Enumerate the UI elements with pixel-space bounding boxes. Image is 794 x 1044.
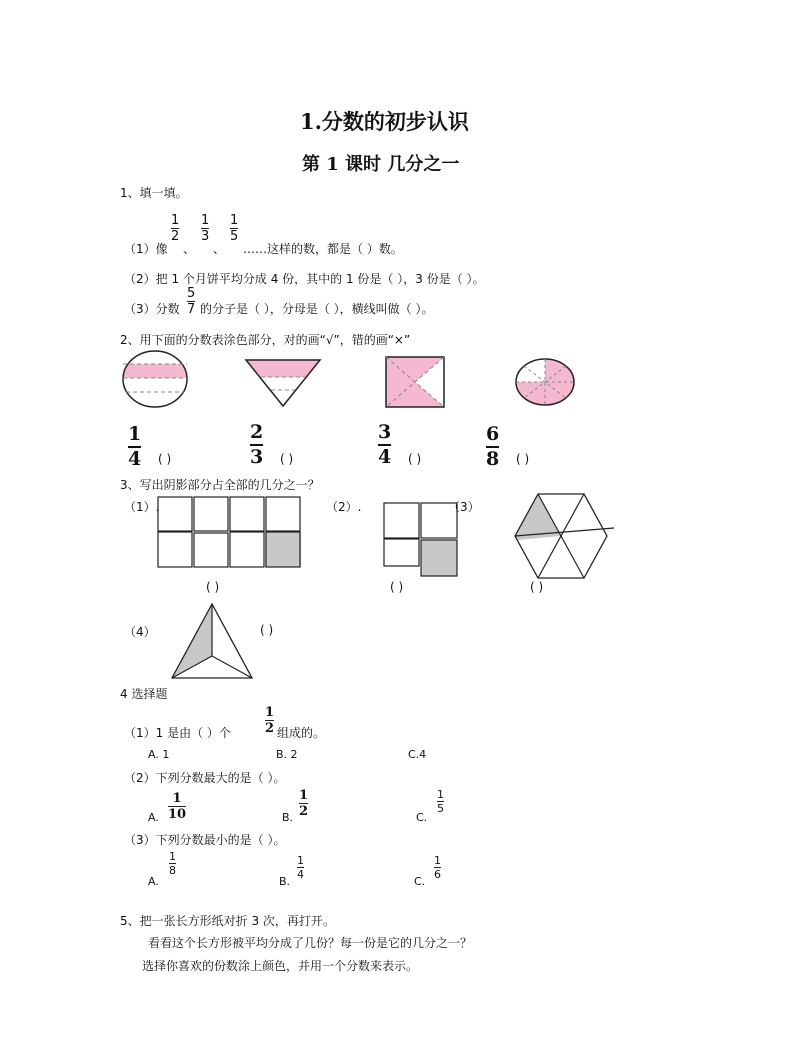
circle-outline — [123, 351, 187, 407]
denominator: 7 — [187, 302, 196, 317]
fraction-one-half — [299, 789, 308, 818]
numerator: 1 — [437, 788, 444, 801]
q3-label-2: （2）. — [326, 500, 362, 514]
numerator: 1 — [230, 213, 239, 228]
option-c[interactable]: C. — [416, 811, 428, 824]
grid-cell — [384, 503, 419, 538]
q2-fraction-1 — [128, 425, 141, 469]
hexagon-figure — [512, 492, 616, 580]
rectangle-grid-figure — [157, 496, 303, 568]
fraction-one-tenth — [168, 792, 186, 821]
grid-cell — [194, 533, 228, 567]
denominator: 8 — [169, 864, 176, 877]
answer-blank[interactable]: ( ) — [390, 580, 404, 594]
q1-line2: （2）把 1 个月饼平均分成 4 份，其中的 1 份是（ ），3 份是（ ）。 — [124, 272, 485, 286]
q3-label-1: （1）. — [124, 500, 160, 514]
q5-heading: 5、把一张长方形纸对折 3 次，再打开。 — [120, 914, 335, 928]
q4-heading: 4 选择题 — [120, 687, 168, 701]
answer-blank[interactable]: ( ) — [260, 623, 274, 637]
grid-cell — [158, 497, 192, 531]
numerator: 1 — [201, 213, 210, 228]
numerator: 5 — [187, 286, 196, 301]
shaded-extension — [515, 536, 561, 540]
fraction-one-fifth — [230, 214, 238, 243]
grid-cell — [158, 532, 192, 567]
shaded-band — [120, 364, 190, 378]
option-b[interactable]: B. — [279, 875, 291, 888]
denominator: 6 — [434, 868, 441, 881]
numerator: 1 — [434, 854, 441, 867]
fraction-one-half — [171, 214, 179, 243]
grid-cell — [384, 539, 419, 566]
grid-cell — [230, 497, 264, 531]
fraction-one-fifth — [437, 789, 444, 814]
shaded-circle-figure — [120, 350, 190, 410]
q3-label-4: （4） — [124, 625, 156, 639]
fraction-five-sevenths — [187, 287, 195, 316]
fraction-one-fourth — [297, 855, 304, 880]
numerator: 1 — [128, 423, 142, 445]
numerator: 1 — [265, 705, 275, 720]
denominator: 2 — [265, 721, 275, 736]
q1-line1-suffix: ……这样的数，都是（ ）数。 — [243, 242, 403, 256]
q2-fraction-4 — [486, 425, 499, 469]
fraction-one-eighth — [169, 851, 176, 876]
denominator: 2 — [171, 229, 180, 244]
q1-line3-prefix: （3）分数 — [124, 302, 180, 316]
shaded-square-figure — [385, 356, 445, 408]
q4-s1-suffix: 组成的。 — [277, 726, 326, 740]
shaded-pie-figure — [514, 358, 576, 408]
separator: 、 — [183, 242, 196, 256]
grid-cell — [266, 497, 300, 531]
shaded-cell — [265, 532, 301, 567]
option-a[interactable]: A. — [148, 811, 159, 824]
q4-s1-prefix: （1）1 是由（ ）个 — [124, 726, 231, 740]
q4-s3: （3）下列分数最小的是（ ）。 — [124, 833, 286, 847]
grid-cell — [194, 497, 228, 531]
answer-blank[interactable]: ( ) — [280, 452, 294, 466]
fraction-one-sixth — [434, 855, 441, 880]
shaded-cell — [421, 540, 457, 576]
separator: 、 — [213, 242, 226, 256]
shaded-triangle-figure — [245, 358, 321, 408]
denominator: 4 — [378, 446, 392, 468]
option-a[interactable]: A. 1 — [148, 748, 170, 761]
q2-heading: 2、用下面的分数表涂色部分，对的画“√”，错的画“×” — [120, 333, 411, 347]
q3-heading: 3、写出阴影部分占全部的几分之一？ — [120, 478, 320, 492]
answer-blank[interactable]: ( ) — [408, 452, 422, 466]
denominator: 4 — [128, 448, 142, 470]
lesson-subtitle: 第 1 课时 几分之一 — [302, 154, 460, 175]
q2-fraction-3 — [378, 423, 391, 467]
option-c[interactable]: C. — [414, 875, 426, 888]
answer-blank[interactable]: ( ) — [516, 452, 530, 466]
q1-line1-prefix: （1）像 — [124, 242, 168, 256]
q3-label-3: （3） — [448, 500, 480, 514]
q4-s2: （2）下列分数最大的是（ ）。 — [124, 771, 286, 785]
fraction-one-third — [201, 214, 209, 243]
denominator: 8 — [486, 448, 500, 470]
numerator: 2 — [250, 421, 264, 443]
option-b[interactable]: B. 2 — [276, 748, 298, 761]
page-title: 1.分数的初步认识 — [300, 109, 469, 134]
fraction-one-half — [265, 706, 274, 735]
denominator: 2 — [299, 804, 309, 819]
denominator: 5 — [437, 802, 444, 815]
denominator: 3 — [250, 446, 264, 468]
grid-cell — [230, 532, 264, 567]
q5-line1: 看看这个长方形被平均分成了几份？每一份是它的几分之一？ — [148, 936, 473, 950]
answer-blank[interactable]: ( ) — [530, 580, 544, 594]
q5-line2: 选择你喜欢的份数涂上颜色，并用一个分数来表示。 — [142, 959, 419, 973]
q1-line3-suffix: 的分子是（ ），分母是（ ），横线叫做（ ）。 — [200, 302, 434, 316]
denominator: 3 — [201, 229, 210, 244]
q2-fraction-2 — [250, 423, 263, 467]
denominator: 4 — [297, 868, 304, 881]
numerator: 1 — [171, 213, 180, 228]
numerator: 1 — [297, 854, 304, 867]
numerator: 1 — [172, 791, 182, 806]
option-a[interactable]: A. — [148, 875, 159, 888]
denominator: 10 — [168, 807, 187, 822]
numerator: 1 — [299, 788, 309, 803]
numerator: 1 — [169, 850, 176, 863]
option-b[interactable]: B. — [282, 811, 294, 824]
option-c[interactable]: C.4 — [408, 748, 427, 761]
triangle-figure — [170, 602, 254, 680]
q1-heading: 1、填一填。 — [120, 186, 188, 200]
shaded-triangle — [515, 494, 561, 536]
numerator: 3 — [378, 421, 392, 443]
numerator: 6 — [486, 423, 500, 445]
answer-blank[interactable]: ( ) — [206, 580, 220, 594]
denominator: 5 — [230, 229, 239, 244]
answer-blank[interactable]: ( ) — [158, 452, 172, 466]
